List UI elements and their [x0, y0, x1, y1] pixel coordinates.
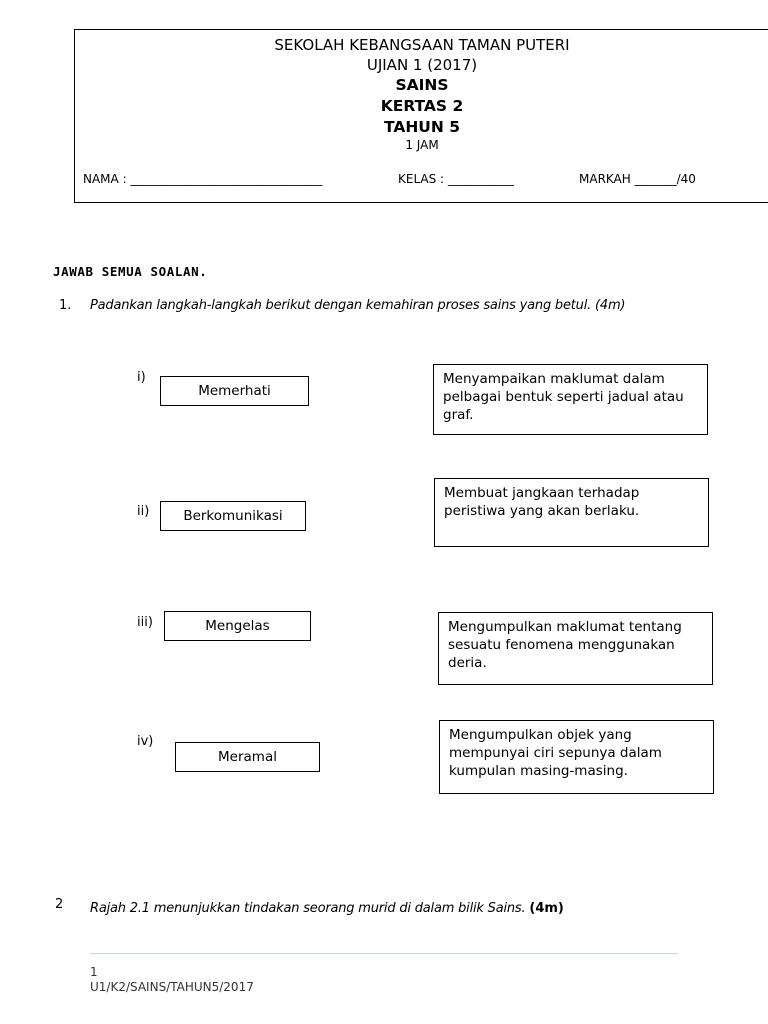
term-box-mengelas[interactable]	[164, 611, 311, 641]
term-3-numeral: iii)	[137, 615, 153, 630]
term-1-numeral: i)	[137, 370, 146, 385]
definition-2-text: Membuat jangkaan terhadap peristiwa yang akan berlaku.	[444, 485, 640, 519]
question-2-line	[90, 897, 564, 916]
subject-title: SAINS	[395, 76, 449, 94]
question-2-text: Rajah 2.1 menunjukkan tindakan seorang murid di dalam bilik Sains.	[90, 901, 530, 916]
exam-duration: 1 JAM	[405, 138, 439, 152]
term-box-memerhati[interactable]	[160, 376, 309, 406]
paper-title: KERTAS 2	[380, 97, 464, 115]
question-2-number: 2	[55, 897, 64, 912]
term-1-label: Memerhati	[198, 383, 271, 399]
term-3-label: Mengelas	[205, 618, 270, 634]
term-2-label: Berkomunikasi	[183, 508, 283, 524]
exam-title: UJIAN 1 (2017)	[366, 56, 478, 74]
school-name: SEKOLAH KEBANGSAAN TAMAN PUTERI	[274, 36, 570, 54]
definition-box-4[interactable]	[439, 720, 714, 794]
class-field[interactable]: KELAS : ___________	[398, 172, 514, 186]
instruction-heading: JAWAB SEMUA SOALAN.	[53, 264, 208, 279]
marks-field[interactable]: MARKAH _______/40	[579, 172, 696, 186]
term-4-label: Meramal	[218, 749, 277, 765]
definition-box-2[interactable]	[434, 478, 709, 547]
term-2-numeral: ii)	[137, 504, 150, 519]
question-1-number: 1.	[59, 298, 72, 313]
term-4-numeral: iv)	[137, 734, 154, 749]
exam-header	[74, 29, 768, 203]
page-number: 1	[90, 965, 98, 979]
document-code: U1/K2/SAINS/TAHUN5/2017	[90, 980, 254, 994]
year-title: TAHUN 5	[383, 118, 461, 136]
question-1-text: Padankan langkah-langkah berikut dengan kemahiran proses sains yang betul. (4m)	[90, 298, 626, 313]
term-box-meramal[interactable]	[175, 742, 320, 772]
footer-divider	[90, 953, 678, 954]
definition-3-text: Mengumpulkan maklumat tentang sesuatu fenomena menggunakan deria.	[448, 619, 682, 671]
definition-box-3[interactable]	[438, 612, 713, 685]
definition-4-text: Mengumpulkan objek yang mempunyai ciri sepunya dalam kumpulan masing-masing.	[449, 727, 662, 779]
term-box-berkomunikasi[interactable]	[160, 501, 306, 531]
definition-box-1[interactable]	[433, 364, 708, 435]
question-2-marks: (4m)	[529, 901, 564, 916]
name-field[interactable]: NAMA : ________________________________	[83, 172, 323, 186]
definition-1-text: Menyampaikan maklumat dalam pelbagai bentuk seperti jadual atau graf.	[443, 371, 684, 423]
